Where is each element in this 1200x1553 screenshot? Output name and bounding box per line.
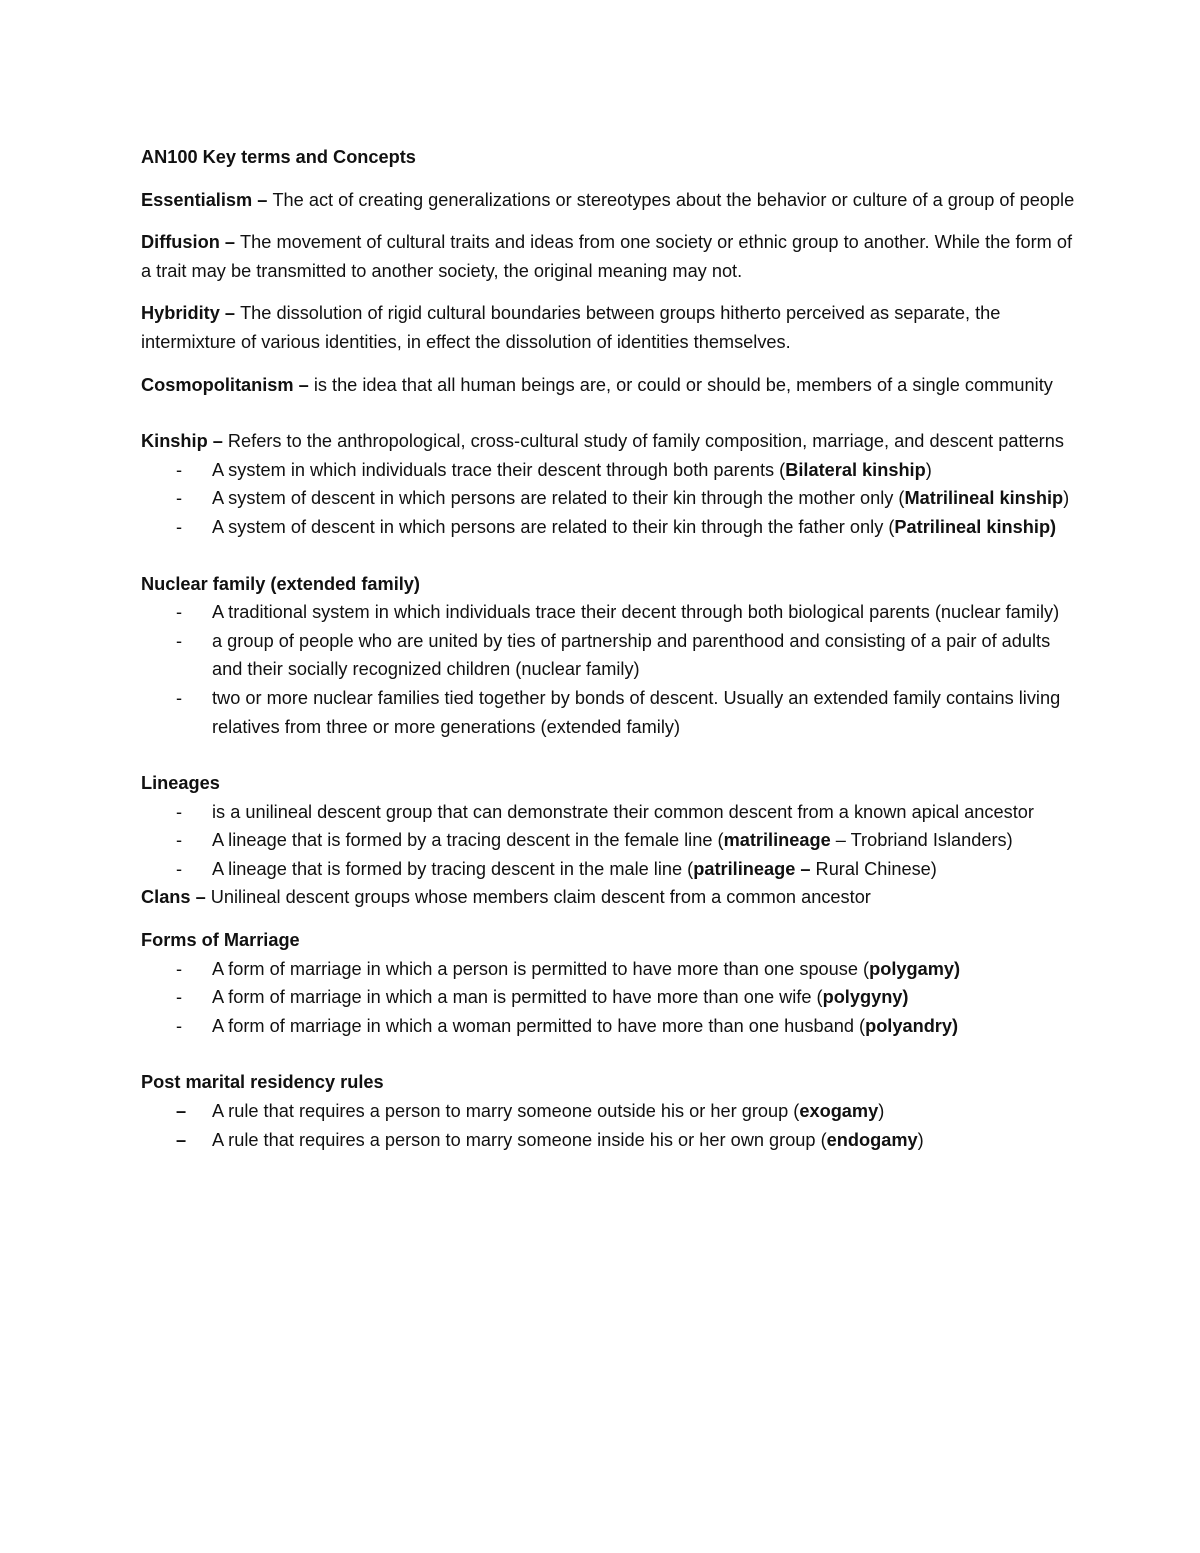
term-separator: – xyxy=(219,303,241,324)
definition-text: The movement of cultural traits and ideas from one society or ethnic group to another. While the form of a trait may be transmitted to another society, the original meaning may not. xyxy=(141,232,1073,281)
dash-bullet: - xyxy=(176,858,183,879)
item-text: A form of marriage in which a person is permitted to have more than one spouse ( xyxy=(212,958,870,979)
definition-cosmopolitanism xyxy=(141,371,1080,400)
list-item xyxy=(141,456,1080,485)
dash-bullet: - xyxy=(176,958,183,979)
blank-line xyxy=(141,413,1080,427)
item-text: a group of people who are united by ties of partnership and parenthood and consisting of a pair of adults and their socially recognized children (nuclear family) xyxy=(212,630,1051,680)
dash-bullet: – xyxy=(176,1129,187,1150)
definition-kinship xyxy=(141,427,1080,456)
item-text: A form of marriage in which a man is permitted to have more than one wife ( xyxy=(212,987,823,1008)
keyword: Matrilineal kinship xyxy=(904,488,1064,509)
blank-line xyxy=(141,755,1080,769)
keyword: polygyny) xyxy=(822,987,909,1008)
list-item xyxy=(141,983,1080,1012)
lineages-heading: Lineages xyxy=(141,773,220,794)
dash-bullet: - xyxy=(176,801,183,822)
kinship-list xyxy=(141,456,1080,542)
list-item xyxy=(141,684,1080,741)
blank-line xyxy=(141,1054,1080,1068)
dash-bullet: - xyxy=(176,516,183,537)
term-separator: – xyxy=(219,232,241,253)
item-text: A traditional system in which individuals trace their decent through both biological parents (nuclear family) xyxy=(212,602,1060,623)
list-item xyxy=(141,513,1080,542)
list-item xyxy=(141,484,1080,513)
keyword: exogamy xyxy=(799,1101,879,1122)
keyword: polyandry) xyxy=(865,1015,959,1036)
item-text: A lineage that is formed by a tracing descent in the female line ( xyxy=(212,830,724,851)
nuclear-family-list xyxy=(141,598,1080,741)
item-text: A system in which individuals trace their descent through both parents ( xyxy=(212,459,786,480)
item-text: A system of descent in which persons are related to their kin through the father only ( xyxy=(212,516,895,537)
term-separator: – xyxy=(293,374,314,395)
definition-text: Unilineal descent groups whose members claim descent from a common ancestor xyxy=(210,887,871,908)
list-item xyxy=(141,598,1080,627)
definition-hybridity xyxy=(141,299,1080,356)
definition-text: The act of creating generalizations or stereotypes about the behavior or culture of a group of people xyxy=(272,189,1075,210)
term-clans: Clans xyxy=(141,887,191,908)
item-text: A form of marriage in which a woman permitted to have more than one husband ( xyxy=(212,1015,866,1036)
document-title: AN100 Key terms and Concepts xyxy=(141,147,416,167)
marriage-heading: Forms of Marriage xyxy=(141,930,300,951)
dash-bullet: - xyxy=(176,1015,183,1036)
keyword: matrilineage xyxy=(723,830,831,851)
item-text-end: ) xyxy=(878,1101,885,1122)
term-hybridity: Hybridity xyxy=(141,303,220,324)
item-text-end: ) xyxy=(1063,488,1070,509)
term-separator: – xyxy=(207,431,228,452)
term-separator: – xyxy=(252,189,273,210)
dash-bullet: - xyxy=(176,687,183,708)
list-item xyxy=(141,1097,1080,1126)
keyword: polygamy) xyxy=(869,958,961,979)
lineages-list xyxy=(141,798,1080,884)
definition-essentialism xyxy=(141,186,1080,215)
dash-bullet: - xyxy=(176,830,183,851)
nuclear-family-heading: Nuclear family (extended family) xyxy=(141,573,420,594)
item-text: two or more nuclear families tied together by bonds of descent. Usually an extended family contains living relatives from three or more generations (extended family) xyxy=(212,687,1061,737)
item-text: A lineage that is formed by tracing descent in the male line ( xyxy=(212,858,694,879)
list-item xyxy=(141,826,1080,855)
list-item xyxy=(141,1012,1080,1041)
dash-bullet: – xyxy=(176,1101,187,1122)
list-item xyxy=(141,855,1080,884)
item-text-end: ) xyxy=(917,1129,924,1150)
list-item xyxy=(141,1126,1080,1155)
item-text-end: Rural Chinese) xyxy=(810,858,937,879)
list-item xyxy=(141,955,1080,984)
dash-bullet: - xyxy=(176,488,183,509)
definition-clans xyxy=(141,883,1080,912)
item-text: A rule that requires a person to marry someone inside his or her own group ( xyxy=(212,1129,827,1150)
list-item xyxy=(141,798,1080,827)
definition-text: The dissolution of rigid cultural boundaries between groups hitherto perceived as separate, the intermixture of various identities, in effect the dissolution of identities themselves. xyxy=(141,303,1001,352)
definition-text: is the idea that all human beings are, or could or should be, members of a single community xyxy=(313,374,1053,395)
definition-diffusion xyxy=(141,228,1080,285)
item-text-end: – Trobriand Islanders) xyxy=(830,830,1013,851)
dash-bullet: - xyxy=(176,630,183,651)
term-separator: – xyxy=(190,887,211,908)
residency-heading: Post marital residency rules xyxy=(141,1072,384,1093)
keyword: endogamy xyxy=(826,1129,918,1150)
list-item xyxy=(141,627,1080,684)
keyword: Patrilineal kinship) xyxy=(894,516,1057,537)
term-essentialism: Essentialism xyxy=(141,189,253,210)
dash-bullet: - xyxy=(176,602,183,623)
blank-line xyxy=(141,556,1080,570)
dash-bullet: - xyxy=(176,987,183,1008)
term-kinship: Kinship xyxy=(141,431,208,452)
item-text: is a unilineal descent group that can demonstrate their common descent from a known apical ancestor xyxy=(212,801,1034,822)
term-diffusion: Diffusion xyxy=(141,232,220,253)
item-text: A rule that requires a person to marry someone outside his or her group ( xyxy=(212,1101,800,1122)
keyword: Bilateral kinship xyxy=(785,459,926,480)
marriage-list xyxy=(141,955,1080,1041)
residency-list xyxy=(141,1097,1080,1154)
item-text-end: ) xyxy=(925,459,932,480)
definition-text: Refers to the anthropological, cross-cultural study of family composition, marriage, and descent patterns xyxy=(227,431,1064,452)
keyword: patrilineage – xyxy=(693,858,811,879)
term-cosmopolitanism: Cosmopolitanism xyxy=(141,374,294,395)
dash-bullet: - xyxy=(176,459,183,480)
item-text: A system of descent in which persons are related to their kin through the mother only ( xyxy=(212,488,905,509)
